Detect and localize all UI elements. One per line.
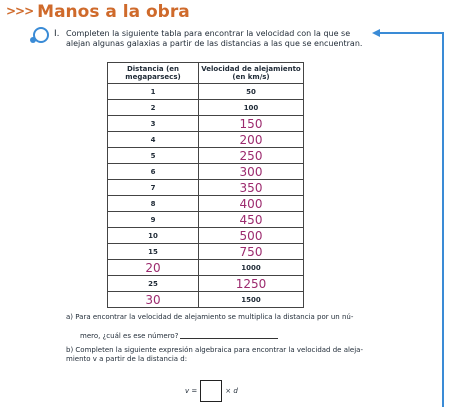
velocity-cell: 100 (199, 100, 304, 116)
velocity-cell: 1000 (199, 260, 304, 276)
table-row (108, 292, 304, 308)
table-row (108, 148, 304, 164)
question-marker-icon (33, 27, 49, 43)
table-row (108, 84, 304, 100)
distance-cell: 9 (108, 212, 199, 228)
distance-cell: 3 (108, 116, 199, 132)
question-number: I. (54, 29, 60, 39)
column-header-velocity: Velocidad de alejamiento (en km/s) (199, 63, 304, 84)
velocity-cell: 400 (199, 196, 304, 212)
answer-blank-a[interactable] (180, 338, 278, 339)
distance-cell: 8 (108, 196, 199, 212)
section-heading (6, 2, 190, 22)
answer-box[interactable] (200, 380, 222, 402)
connector-line (379, 32, 443, 34)
distance-cell: 15 (108, 244, 199, 260)
velocity-cell: 150 (199, 116, 304, 132)
table-body (108, 84, 304, 308)
distance-cell: 6 (108, 164, 199, 180)
table-row (108, 276, 304, 292)
table-row (108, 212, 304, 228)
table-row (108, 100, 304, 116)
velocity-cell: 1250 (199, 276, 304, 292)
table-row (108, 164, 304, 180)
velocity-cell: 500 (199, 228, 304, 244)
formula-rhs: × d (225, 387, 238, 395)
velocity-cell: 50 (199, 84, 304, 100)
distance-cell: 25 (108, 276, 199, 292)
galaxy-velocity-table (107, 62, 304, 308)
table-row (108, 228, 304, 244)
table-row (108, 244, 304, 260)
velocity-cell: 1500 (199, 292, 304, 308)
distance-cell: 5 (108, 148, 199, 164)
part-a-continuation (80, 332, 278, 340)
velocity-cell: 200 (199, 132, 304, 148)
algebraic-formula (185, 380, 238, 402)
section-title: Manos a la obra (37, 2, 190, 22)
velocity-cell: 450 (199, 212, 304, 228)
part-a-question: a) Para encontrar la velocidad de alejamiento se multiplica la distancia por un nú- (66, 313, 354, 321)
table-row (108, 196, 304, 212)
distance-cell: 10 (108, 228, 199, 244)
velocity-cell: 350 (199, 180, 304, 196)
chevrons-icon: >>> (6, 4, 34, 18)
part-a-continuation-text: mero, ¿cuál es ese número? (80, 332, 179, 340)
part-b-question: b) Completen la siguiente expresión algebraica para encontrar la velocidad de aleja- miento v a partir de la distancia d: (66, 346, 363, 363)
distance-cell: 2 (108, 100, 199, 116)
velocity-cell: 300 (199, 164, 304, 180)
distance-cell: 20 (108, 260, 199, 276)
velocity-cell: 750 (199, 244, 304, 260)
table-row (108, 180, 304, 196)
table-row (108, 260, 304, 276)
formula-lhs: v = (185, 387, 198, 395)
table-row (108, 132, 304, 148)
velocity-cell: 250 (199, 148, 304, 164)
distance-cell: 4 (108, 132, 199, 148)
table-row (108, 116, 304, 132)
distance-cell: 7 (108, 180, 199, 196)
question-instructions: Completen la siguiente tabla para encontrar la velocidad con la que se alejan algunas galaxias a partir de las distancias a las que se encuentran. (66, 29, 363, 48)
distance-cell: 30 (108, 292, 199, 308)
connector-line-vertical (442, 32, 444, 407)
column-header-distance: Distancia (en megaparsecs) (108, 63, 199, 84)
distance-cell: 1 (108, 84, 199, 100)
